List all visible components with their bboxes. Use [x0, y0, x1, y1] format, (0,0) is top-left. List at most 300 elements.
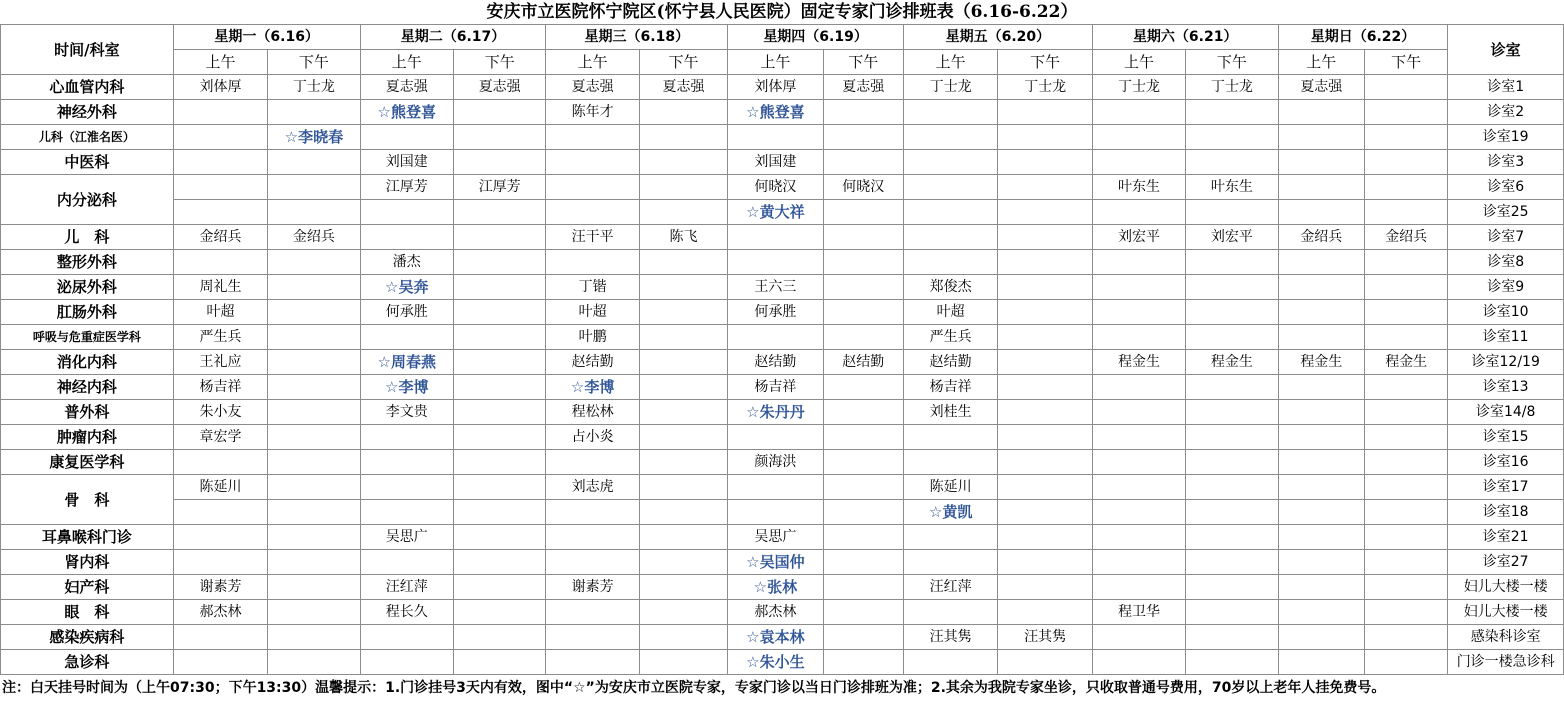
schedule-cell — [823, 200, 903, 225]
schedule-cell — [1186, 325, 1278, 350]
schedule-cell: 赵结勤 — [546, 350, 639, 375]
schedule-cell — [453, 575, 545, 600]
schedule-cell — [1365, 100, 1448, 125]
schedule-cell — [268, 350, 360, 375]
schedule-cell — [1365, 475, 1448, 500]
schedule-cell — [639, 350, 727, 375]
table-row — [1, 450, 1564, 475]
schedule-cell — [998, 600, 1092, 625]
schedule-cell — [639, 100, 727, 125]
room-cell: 诊室17 — [1448, 475, 1564, 500]
schedule-cell — [823, 475, 903, 500]
schedule-cell — [998, 250, 1092, 275]
schedule-cell — [1365, 75, 1448, 100]
schedule-cell: 丁士龙 — [1186, 75, 1278, 100]
schedule-cell: 汪干平 — [546, 225, 639, 250]
dept-cell: 肛肠外科 — [1, 300, 174, 325]
schedule-cell — [1186, 150, 1278, 175]
schedule-cell: ☆李博 — [546, 375, 639, 400]
schedule-cell — [173, 175, 267, 200]
schedule-cell: 严生兵 — [173, 325, 267, 350]
schedule-cell: ☆黄大祥 — [728, 200, 823, 225]
dept-cell: 儿 科 — [1, 225, 174, 250]
dept-cell: 肾内科 — [1, 550, 174, 575]
schedule-cell: ☆熊登喜 — [360, 100, 453, 125]
schedule-cell — [360, 425, 453, 450]
schedule-cell — [453, 425, 545, 450]
table-row — [1, 650, 1564, 675]
room-cell: 诊室27 — [1448, 550, 1564, 575]
room-cell: 诊室3 — [1448, 150, 1564, 175]
schedule-cell — [1365, 400, 1448, 425]
schedule-cell — [1278, 425, 1364, 450]
schedule-cell — [453, 650, 545, 675]
schedule-cell — [1092, 475, 1185, 500]
schedule-cell — [823, 450, 903, 475]
schedule-table — [0, 24, 1564, 675]
schedule-cell — [360, 325, 453, 350]
pm-header: 下午 — [268, 50, 360, 75]
schedule-cell — [1092, 375, 1185, 400]
schedule-cell — [823, 525, 903, 550]
schedule-cell — [173, 500, 267, 525]
schedule-cell: 刘国建 — [728, 150, 823, 175]
schedule-cell: 金绍兵 — [1365, 225, 1448, 250]
schedule-cell — [1365, 575, 1448, 600]
day-header: 星期三（6.18） — [546, 25, 728, 50]
schedule-cell — [823, 400, 903, 425]
room-cell: 诊室14/8 — [1448, 400, 1564, 425]
schedule-cell — [639, 250, 727, 275]
schedule-cell: ☆朱小生 — [728, 650, 823, 675]
schedule-cell — [1365, 150, 1448, 175]
schedule-cell — [998, 175, 1092, 200]
dept-cell: 康复医学科 — [1, 450, 174, 475]
am-header: 上午 — [173, 50, 267, 75]
schedule-cell — [903, 150, 997, 175]
schedule-cell — [998, 550, 1092, 575]
schedule-cell — [173, 550, 267, 575]
schedule-cell — [639, 425, 727, 450]
table-row — [1, 325, 1564, 350]
schedule-cell — [546, 625, 639, 650]
schedule-cell: ☆朱丹丹 — [728, 400, 823, 425]
schedule-cell — [1365, 625, 1448, 650]
schedule-cell — [998, 300, 1092, 325]
room-cell: 妇儿大楼一楼 — [1448, 575, 1564, 600]
schedule-cell — [268, 450, 360, 475]
table-row — [1, 500, 1564, 525]
schedule-cell — [823, 500, 903, 525]
table-row — [1, 400, 1564, 425]
schedule-cell — [639, 625, 727, 650]
dept-cell: 泌尿外科 — [1, 275, 174, 300]
dept-cell: 耳鼻喉科门诊 — [1, 525, 174, 550]
schedule-cell — [360, 475, 453, 500]
schedule-cell: 江厚芳 — [360, 175, 453, 200]
schedule-cell: 江厚芳 — [453, 175, 545, 200]
schedule-cell — [268, 650, 360, 675]
schedule-cell: 金绍兵 — [173, 225, 267, 250]
schedule-cell — [173, 625, 267, 650]
schedule-cell — [268, 250, 360, 275]
schedule-cell: 赵结勤 — [903, 350, 997, 375]
schedule-cell — [998, 200, 1092, 225]
schedule-cell — [639, 175, 727, 200]
pm-header: 下午 — [639, 50, 727, 75]
pm-header: 下午 — [453, 50, 545, 75]
dept-cell: 妇产科 — [1, 575, 174, 600]
schedule-cell — [1092, 275, 1185, 300]
day-header: 星期一（6.16） — [173, 25, 360, 50]
schedule-cell — [360, 225, 453, 250]
schedule-cell: ☆黄凯 — [903, 500, 997, 525]
schedule-cell — [1278, 600, 1364, 625]
schedule-cell — [1365, 300, 1448, 325]
schedule-cell — [639, 300, 727, 325]
schedule-cell — [360, 450, 453, 475]
schedule-cell: ☆袁本林 — [728, 625, 823, 650]
schedule-cell — [903, 250, 997, 275]
schedule-cell: 郝杰林 — [173, 600, 267, 625]
page-title: 安庆市立医院怀宁院区(怀宁县人民医院）固定专家门诊排班表（6.16-6.22） — [486, 2, 1078, 22]
schedule-cell: 杨吉祥 — [728, 375, 823, 400]
schedule-cell — [1092, 500, 1185, 525]
schedule-cell — [998, 350, 1092, 375]
table-row — [1, 575, 1564, 600]
room-cell: 诊室6 — [1448, 175, 1564, 200]
table-row — [1, 175, 1564, 200]
schedule-cell — [268, 550, 360, 575]
day-header: 星期五（6.20） — [903, 25, 1092, 50]
schedule-cell — [903, 425, 997, 450]
schedule-cell — [998, 500, 1092, 525]
schedule-cell — [268, 375, 360, 400]
schedule-cell: ☆李晓春 — [268, 125, 360, 150]
schedule-cell — [546, 525, 639, 550]
schedule-cell — [360, 125, 453, 150]
schedule-cell: 程金生 — [1365, 350, 1448, 375]
schedule-cell — [1092, 525, 1185, 550]
dept-cell: 急诊科 — [1, 650, 174, 675]
schedule-cell — [903, 525, 997, 550]
room-cell: 诊室15 — [1448, 425, 1564, 450]
schedule-cell — [1365, 650, 1448, 675]
day-header: 星期四（6.19） — [728, 25, 904, 50]
schedule-cell: 叶东生 — [1092, 175, 1185, 200]
schedule-cell — [1186, 275, 1278, 300]
schedule-cell — [903, 225, 997, 250]
schedule-cell: 叶超 — [903, 300, 997, 325]
room-cell: 诊室13 — [1448, 375, 1564, 400]
dept-cell: 呼吸与危重症医学科 — [1, 325, 174, 350]
schedule-cell — [639, 200, 727, 225]
schedule-cell: 李文贵 — [360, 400, 453, 425]
schedule-cell — [546, 500, 639, 525]
schedule-cell — [639, 600, 727, 625]
schedule-cell — [823, 375, 903, 400]
schedule-cell — [823, 150, 903, 175]
schedule-cell — [453, 325, 545, 350]
schedule-cell — [360, 500, 453, 525]
schedule-cell: 王六三 — [728, 275, 823, 300]
schedule-cell: 叶超 — [546, 300, 639, 325]
schedule-cell — [268, 575, 360, 600]
schedule-cell: 刘志虎 — [546, 475, 639, 500]
schedule-cell: 杨吉祥 — [903, 375, 997, 400]
am-header: 上午 — [1278, 50, 1364, 75]
table-row — [1, 225, 1564, 250]
schedule-cell — [998, 150, 1092, 175]
day-header: 星期六（6.21） — [1092, 25, 1278, 50]
schedule-cell — [1365, 125, 1448, 150]
schedule-cell — [1186, 575, 1278, 600]
schedule-cell — [1278, 625, 1364, 650]
schedule-cell — [268, 100, 360, 125]
schedule-cell: 金绍兵 — [1278, 225, 1364, 250]
schedule-cell — [823, 575, 903, 600]
schedule-cell — [173, 250, 267, 275]
schedule-cell — [453, 300, 545, 325]
schedule-cell — [998, 575, 1092, 600]
schedule-cell — [268, 600, 360, 625]
schedule-cell — [1278, 575, 1364, 600]
schedule-cell — [546, 550, 639, 575]
schedule-cell: ☆熊登喜 — [728, 100, 823, 125]
schedule-cell — [453, 625, 545, 650]
room-cell: 感染科诊室 — [1448, 625, 1564, 650]
schedule-cell — [1278, 500, 1364, 525]
schedule-cell — [1365, 175, 1448, 200]
schedule-cell: 何晓汉 — [728, 175, 823, 200]
schedule-cell — [998, 650, 1092, 675]
table-row — [1, 300, 1564, 325]
schedule-cell — [823, 600, 903, 625]
schedule-cell — [998, 375, 1092, 400]
schedule-cell — [1186, 525, 1278, 550]
schedule-cell — [453, 250, 545, 275]
schedule-cell — [639, 275, 727, 300]
dept-cell: 心血管内科 — [1, 75, 174, 100]
room-cell: 诊室2 — [1448, 100, 1564, 125]
table-row — [1, 150, 1564, 175]
schedule-cell — [903, 550, 997, 575]
schedule-cell: 朱小友 — [173, 400, 267, 425]
schedule-cell — [823, 100, 903, 125]
schedule-cell — [546, 450, 639, 475]
schedule-cell: 汪红萍 — [903, 575, 997, 600]
schedule-cell — [639, 650, 727, 675]
schedule-cell — [1365, 275, 1448, 300]
schedule-cell — [823, 275, 903, 300]
schedule-cell: 刘宏平 — [1092, 225, 1185, 250]
schedule-cell — [268, 525, 360, 550]
table-row — [1, 425, 1564, 450]
table-row — [1, 550, 1564, 575]
schedule-cell — [1186, 300, 1278, 325]
schedule-cell: 占小炎 — [546, 425, 639, 450]
table-row — [1, 200, 1564, 225]
schedule-cell — [1186, 600, 1278, 625]
schedule-cell — [546, 250, 639, 275]
schedule-cell — [903, 175, 997, 200]
schedule-cell — [1092, 575, 1185, 600]
schedule-cell: 谢素芳 — [546, 575, 639, 600]
room-header: 诊室 — [1448, 25, 1564, 75]
schedule-cell: 夏志强 — [1278, 75, 1364, 100]
dept-cell: 骨 科 — [1, 475, 174, 525]
schedule-cell — [453, 525, 545, 550]
schedule-cell — [998, 100, 1092, 125]
schedule-cell — [268, 275, 360, 300]
dept-cell: 普外科 — [1, 400, 174, 425]
schedule-cell: 潘杰 — [360, 250, 453, 275]
schedule-cell: 夏志强 — [360, 75, 453, 100]
table-row — [1, 275, 1564, 300]
schedule-cell: 陈年才 — [546, 100, 639, 125]
schedule-cell — [639, 125, 727, 150]
schedule-cell: ☆李博 — [360, 375, 453, 400]
schedule-cell — [1092, 450, 1185, 475]
schedule-cell — [1186, 250, 1278, 275]
dept-cell: 内分泌科 — [1, 175, 174, 225]
schedule-cell — [546, 175, 639, 200]
am-header: 上午 — [728, 50, 823, 75]
room-cell: 门诊一楼急诊科 — [1448, 650, 1564, 675]
pm-header: 下午 — [823, 50, 903, 75]
schedule-cell: 何承胜 — [728, 300, 823, 325]
footer-note: 注：白天挂号时间为（上午07:30；下午13:30）温馨提示：1.门诊挂号3天内有效，图中“☆”为安庆市立医院专家，专家门诊以当日门诊排班为准；2.其余为我院专家坐诊，只收取普通号费用，70岁以上老年人挂免费号。 — [2, 680, 1386, 696]
schedule-cell: 严生兵 — [903, 325, 997, 350]
schedule-cell — [823, 650, 903, 675]
schedule-cell — [903, 650, 997, 675]
schedule-cell: 叶超 — [173, 300, 267, 325]
schedule-cell — [728, 250, 823, 275]
schedule-cell — [639, 400, 727, 425]
schedule-cell — [639, 575, 727, 600]
schedule-cell — [1092, 400, 1185, 425]
schedule-cell: 吴思广 — [360, 525, 453, 550]
am-header: 上午 — [903, 50, 997, 75]
pm-header: 下午 — [1186, 50, 1278, 75]
schedule-cell — [998, 225, 1092, 250]
schedule-cell — [639, 150, 727, 175]
schedule-cell — [998, 325, 1092, 350]
schedule-cell — [1092, 150, 1185, 175]
schedule-cell — [1278, 550, 1364, 575]
schedule-cell: 金绍兵 — [268, 225, 360, 250]
am-header: 上午 — [1092, 50, 1185, 75]
dept-cell: 中医科 — [1, 150, 174, 175]
schedule-cell: 陈延川 — [903, 475, 997, 500]
schedule-cell: 夏志强 — [546, 75, 639, 100]
schedule-cell — [1092, 100, 1185, 125]
schedule-cell — [268, 475, 360, 500]
schedule-cell: 程金生 — [1278, 350, 1364, 375]
room-cell: 妇儿大楼一楼 — [1448, 600, 1564, 625]
schedule-cell — [268, 200, 360, 225]
schedule-cell: 吴思广 — [728, 525, 823, 550]
schedule-cell — [268, 625, 360, 650]
schedule-cell — [546, 125, 639, 150]
dept-cell: 整形外科 — [1, 250, 174, 275]
table-row — [1, 75, 1564, 100]
room-cell: 诊室8 — [1448, 250, 1564, 275]
schedule-cell — [1092, 650, 1185, 675]
schedule-cell: 夏志强 — [453, 75, 545, 100]
schedule-cell — [453, 125, 545, 150]
schedule-cell — [1278, 650, 1364, 675]
schedule-cell — [728, 425, 823, 450]
schedule-cell: 郑俊杰 — [903, 275, 997, 300]
schedule-cell — [173, 650, 267, 675]
schedule-cell — [453, 600, 545, 625]
schedule-cell — [173, 450, 267, 475]
schedule-cell — [823, 125, 903, 150]
schedule-cell — [546, 650, 639, 675]
schedule-cell — [728, 125, 823, 150]
schedule-cell: 程卫华 — [1092, 600, 1185, 625]
schedule-cell — [823, 250, 903, 275]
schedule-cell: 颜海洪 — [728, 450, 823, 475]
schedule-cell — [453, 275, 545, 300]
schedule-cell — [1186, 125, 1278, 150]
schedule-cell — [1092, 425, 1185, 450]
schedule-cell — [998, 400, 1092, 425]
schedule-cell — [173, 150, 267, 175]
schedule-cell: 汪其隽 — [998, 625, 1092, 650]
schedule-cell — [639, 475, 727, 500]
schedule-cell: 刘体厚 — [173, 75, 267, 100]
schedule-cell — [998, 450, 1092, 475]
schedule-cell — [453, 100, 545, 125]
schedule-cell: 丁士龙 — [903, 75, 997, 100]
schedule-cell — [1365, 425, 1448, 450]
schedule-cell — [1365, 525, 1448, 550]
schedule-cell — [728, 225, 823, 250]
table-row — [1, 350, 1564, 375]
schedule-cell — [1365, 325, 1448, 350]
schedule-cell — [639, 500, 727, 525]
schedule-cell — [453, 400, 545, 425]
schedule-cell — [823, 225, 903, 250]
schedule-cell — [1365, 200, 1448, 225]
schedule-cell: 赵结勤 — [728, 350, 823, 375]
schedule-cell — [268, 500, 360, 525]
schedule-cell — [453, 200, 545, 225]
schedule-cell — [1278, 450, 1364, 475]
schedule-cell: 王礼应 — [173, 350, 267, 375]
schedule-cell — [546, 200, 639, 225]
schedule-cell: 丁士龙 — [268, 75, 360, 100]
schedule-cell — [728, 325, 823, 350]
schedule-cell — [1365, 450, 1448, 475]
schedule-cell — [1186, 500, 1278, 525]
room-cell: 诊室12/19 — [1448, 350, 1564, 375]
schedule-cell: 程松林 — [546, 400, 639, 425]
table-row — [1, 125, 1564, 150]
room-cell: 诊室9 — [1448, 275, 1564, 300]
schedule-cell: 叶东生 — [1186, 175, 1278, 200]
dept-cell: 肿瘤内科 — [1, 425, 174, 450]
schedule-cell — [1092, 250, 1185, 275]
room-cell: 诊室1 — [1448, 75, 1564, 100]
table-row — [1, 250, 1564, 275]
room-cell: 诊室16 — [1448, 450, 1564, 475]
schedule-cell — [903, 600, 997, 625]
day-header: 星期二（6.17） — [360, 25, 546, 50]
schedule-cell — [1278, 475, 1364, 500]
